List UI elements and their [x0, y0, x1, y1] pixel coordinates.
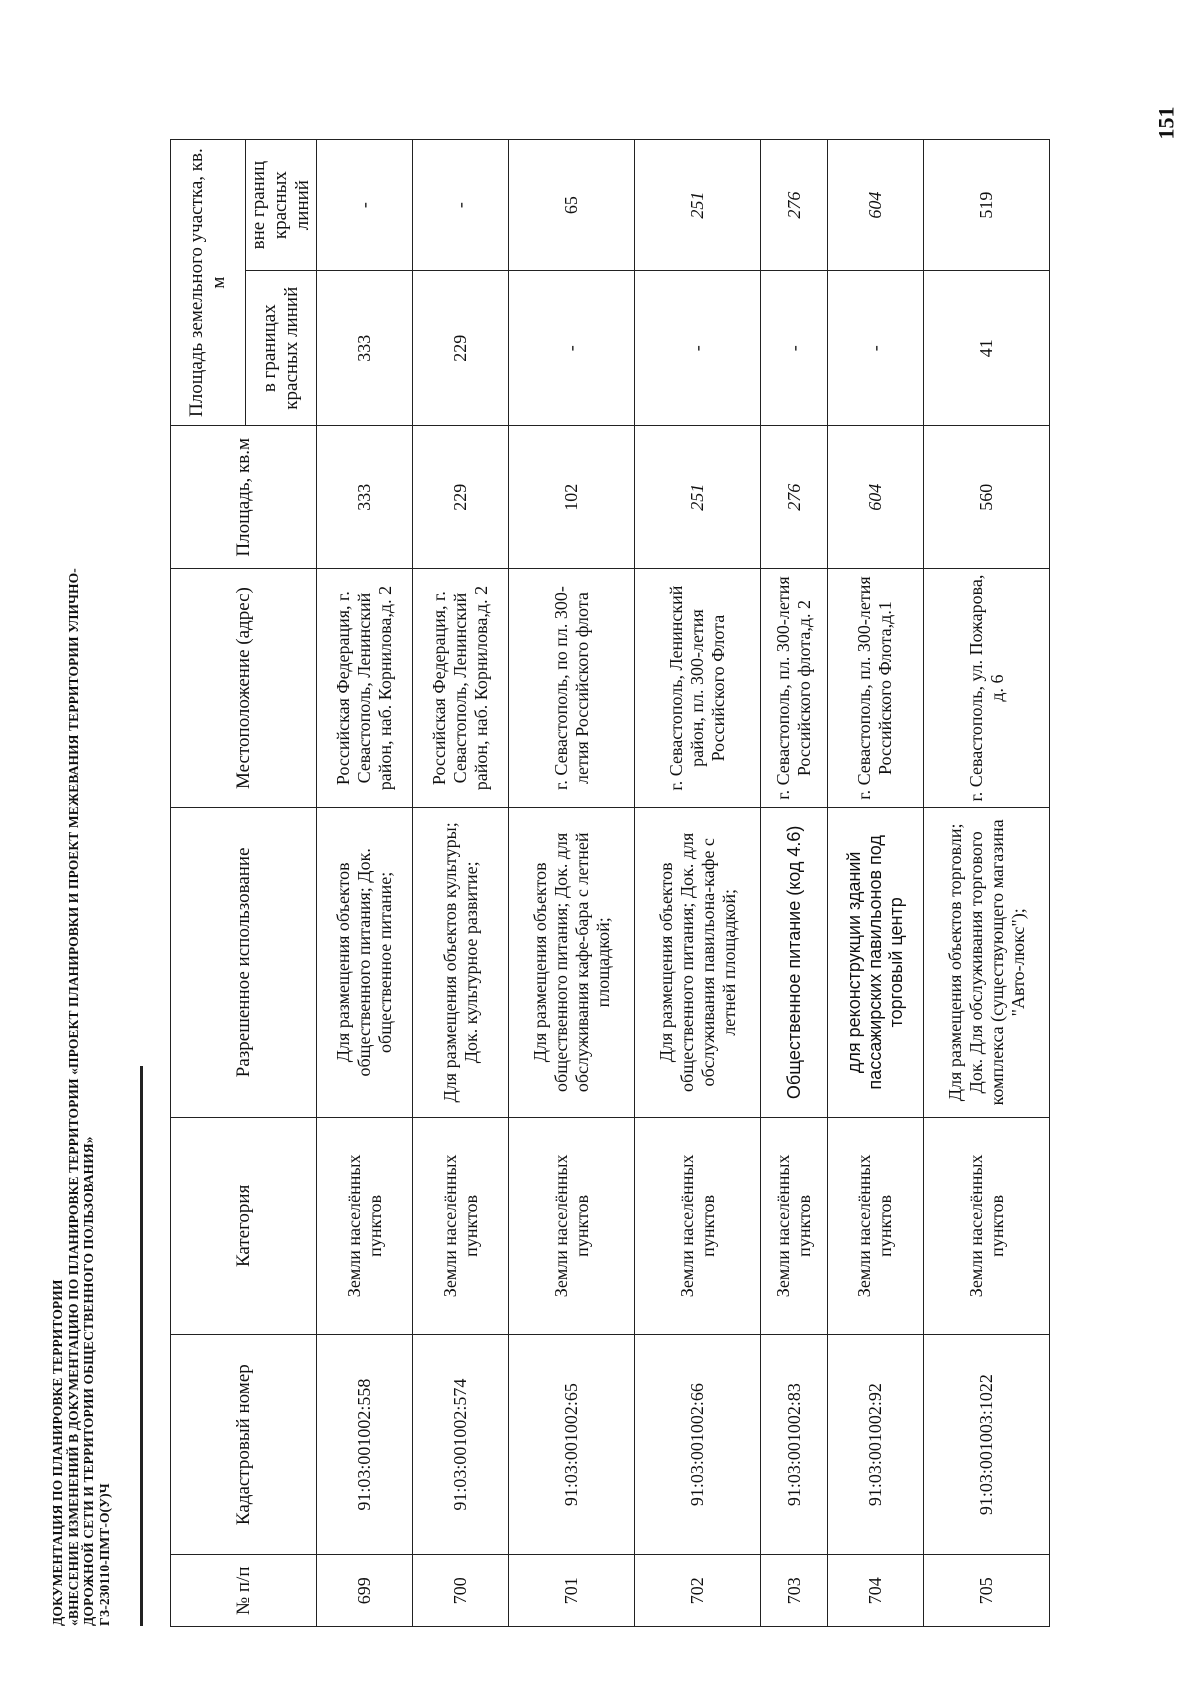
header-area: Площадь, кв.м: [171, 426, 317, 569]
table-row: [761, 140, 828, 1627]
cell-cadastral: 91:03:001002:66: [635, 1334, 761, 1555]
cell-num: 701: [509, 1555, 635, 1627]
header-within-red-lines: в границах красных линий: [246, 271, 317, 426]
header-line: ГЗ-230110-ПМТ-О(У)Ч: [96, 1483, 112, 1626]
cell-location: Российская Федерация, г. Севастополь, Ленинский район, наб. Корнилова,д. 2: [317, 569, 413, 807]
cell-area: 560: [924, 426, 1050, 569]
cell-cadastral: 91:03:001003:1022: [924, 1334, 1050, 1555]
cell-within: -: [635, 271, 761, 426]
cell-area: 333: [317, 426, 413, 569]
cell-category: Земли населённых пунктов: [827, 1117, 923, 1334]
cell-area: 251: [635, 426, 761, 569]
cell-cadastral: 91:03:001002:83: [761, 1334, 828, 1555]
cell-location: г. Севастополь, ул. Пожарова, д. 6: [924, 569, 1050, 807]
cell-area: 229: [413, 426, 509, 569]
cell-within: 229: [413, 271, 509, 426]
header-line: «ВНЕСЕНИЕ ИЗМЕНЕНИЙ В ДОКУМЕНТАЦИЮ ПО ПЛАНИРОВКЕ ТЕРРИТОРИИ «ПРОЕКТ ПЛАНИРОВКИ И ПРОЕКТ МЕЖЕВАНИЯ ТЕРРИТОРИИ УЛИЧНО-: [65, 568, 81, 1626]
cell-use: Для размещения объектов общественного питания; Док. для обслуживания павильона-кафе с летней площадкой;: [635, 807, 761, 1117]
table-row: [924, 140, 1050, 1627]
cell-location: г. Севастополь, пл. 300-летия Российского Флота,д.1: [827, 569, 923, 807]
table-row: [509, 140, 635, 1627]
header-land-area-group: Площадь земельного участка, кв. м: [171, 140, 246, 426]
document-header: [50, 226, 112, 1626]
cell-location: г. Севастополь, по пл. 300-летия Российского флота: [509, 569, 635, 807]
cell-outside: -: [413, 140, 509, 271]
table-row: [635, 140, 761, 1627]
cell-location: г. Севастополь, Ленинский район, пл. 300-летия Российского Флота: [635, 569, 761, 807]
cell-category: Земли населённых пунктов: [924, 1117, 1050, 1334]
cell-use: Общественное питание (код 4.6): [761, 807, 828, 1117]
cell-area: 604: [827, 426, 923, 569]
cell-cadastral: 91:03:001002:558: [317, 1334, 413, 1555]
cell-within: -: [509, 271, 635, 426]
cell-within: -: [761, 271, 828, 426]
cell-use: Для размещения объектов торговли; Док. Для обслуживания торгового комплекса (существующего магазина "Авто-люкс");: [924, 807, 1050, 1117]
cell-cadastral: 91:03:001002:92: [827, 1334, 923, 1555]
cell-within: 41: [924, 271, 1050, 426]
cell-num: 702: [635, 1555, 761, 1627]
cell-within: -: [827, 271, 923, 426]
cell-category: Земли населённых пунктов: [509, 1117, 635, 1334]
cell-use: для реконструкции зданий пассажирских павильонов под торговый центр: [827, 807, 923, 1117]
cell-num: 705: [924, 1555, 1050, 1627]
cell-num: 703: [761, 1555, 828, 1627]
cell-outside: 519: [924, 140, 1050, 271]
land-plot-table: [170, 139, 1050, 1627]
cell-outside: -: [317, 140, 413, 271]
cell-location: г. Севастополь, пл. 300-летия Российского флота,д. 2: [761, 569, 828, 807]
header-divider: [140, 1066, 143, 1626]
header-cadastral: Кадастровый номер: [171, 1334, 317, 1555]
cell-outside: 604: [827, 140, 923, 271]
header-line: ДОКУМЕНТАЦИЯ ПО ПЛАНИРОВКЕ ТЕРРИТОРИИ: [50, 1279, 65, 1626]
cell-use: Для размещения объектов общественного питания; Док. общественное питание;: [317, 807, 413, 1117]
cell-use: Для размещения объектов общественного питания; Док. для обслуживания кафе-бара с летней площадкой;: [509, 807, 635, 1117]
cell-category: Земли населённых пунктов: [635, 1117, 761, 1334]
cell-category: Земли населённых пунктов: [317, 1117, 413, 1334]
cell-cadastral: 91:03:001002:65: [509, 1334, 635, 1555]
cell-location: Российская Федерация, г. Севастополь, Ленинский район, наб. Корнилова,д. 2: [413, 569, 509, 807]
cell-use: Для размещения объектов культуры; Док. культурное развитие;: [413, 807, 509, 1117]
cell-outside: 251: [635, 140, 761, 271]
table-row: [413, 140, 509, 1627]
cell-outside: 276: [761, 140, 828, 271]
header-num: № п/п: [171, 1555, 317, 1627]
header-location: Местоположение (адрес): [171, 569, 317, 807]
header-category: Категория: [171, 1117, 317, 1334]
cell-category: Земли населённых пунктов: [761, 1117, 828, 1334]
header-line: ДОРОЖНОЙ СЕТИ И ТЕРРИТОРИИ ОБЩЕСТВЕННОГО ПОЛЬЗОВАНИЯ»: [81, 1136, 96, 1626]
cell-cadastral: 91:03:001002:574: [413, 1334, 509, 1555]
table-row: [317, 140, 413, 1627]
cell-num: 700: [413, 1555, 509, 1627]
cell-area: 276: [761, 426, 828, 569]
header-permitted-use: Разрешенное использование: [171, 807, 317, 1117]
page-number: 151: [1153, 106, 1179, 140]
cell-outside: 65: [509, 140, 635, 271]
cell-category: Земли населённых пунктов: [413, 1117, 509, 1334]
cell-within: 333: [317, 271, 413, 426]
cell-area: 102: [509, 426, 635, 569]
header-outside-red-lines: вне границ красных линий: [246, 140, 317, 271]
table-row: [827, 140, 923, 1627]
cell-num: 699: [317, 1555, 413, 1627]
cell-num: 704: [827, 1555, 923, 1627]
